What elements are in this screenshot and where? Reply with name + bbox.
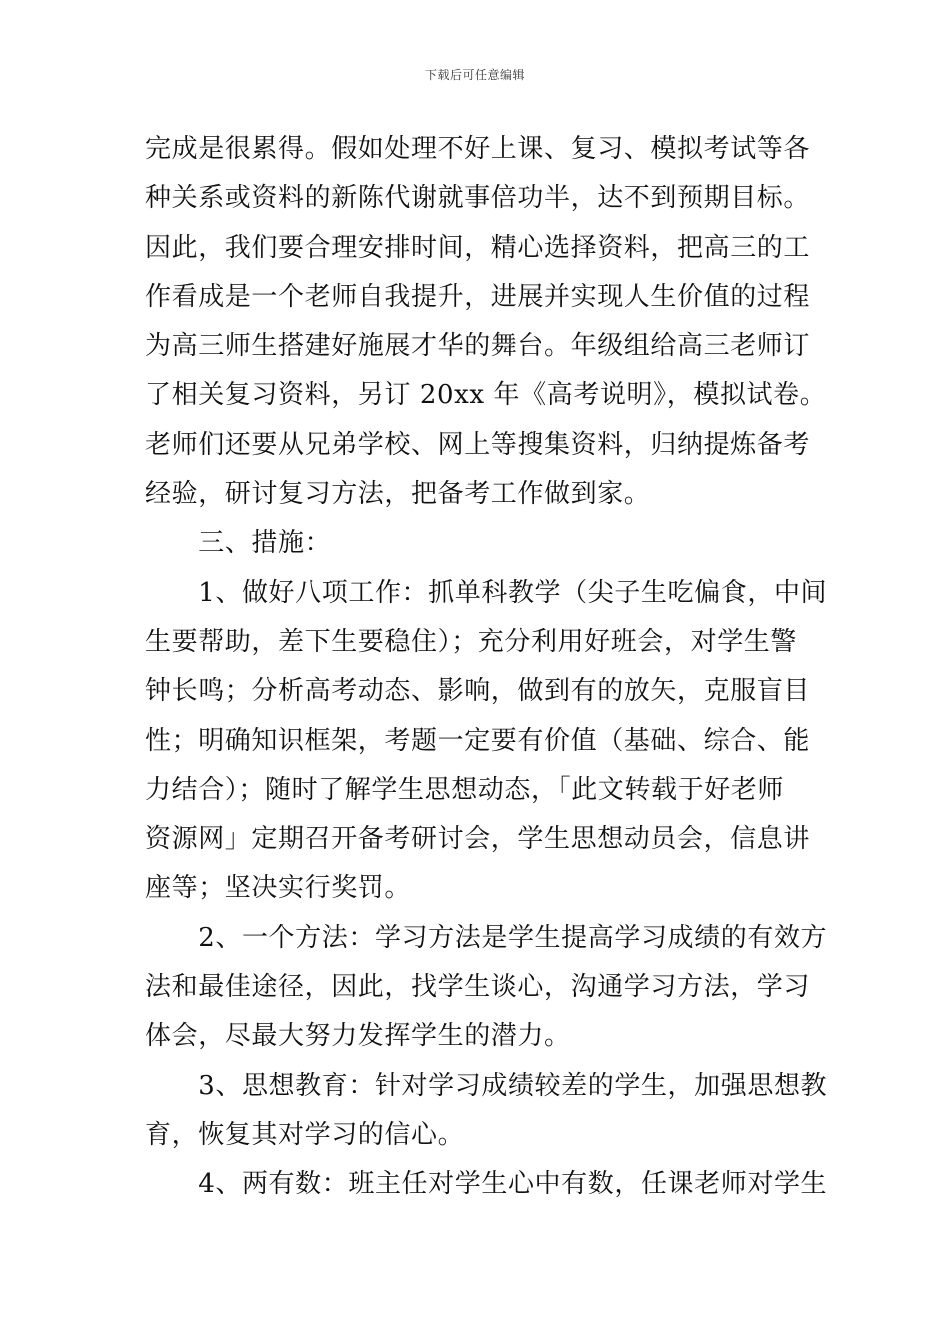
text-line: 老师们还要从兄弟学校、网上等搜集资料，归纳提炼备考 xyxy=(145,429,811,460)
text-line: 法和最佳途径，因此，找学生谈心，沟通学习方法，学习 xyxy=(145,972,811,1003)
text-line: 了相关复习资料，另订 20xx 年《高考说明》，模拟试卷。 xyxy=(145,380,827,411)
text-line: 力结合）；随时了解学生思想动态，「此文转载于好老师 xyxy=(145,774,785,805)
text-line: 育，恢复其对学习的信心。 xyxy=(145,1119,465,1150)
text-line: 资源网」定期召开备考研讨会，学生思想动员会，信息讲 xyxy=(145,824,811,855)
text-line: 生要帮助，差下生要稳住）；充分利用好班会，对学生警 xyxy=(145,626,798,657)
text-line: 座等；坚决实行奖罚。 xyxy=(145,873,412,904)
text-line: 4、两有数：班主任对学生心中有数，任课老师对学生 xyxy=(145,1169,828,1200)
page-header: 下载后可任意编辑 xyxy=(424,68,525,82)
text-line: 经验，研讨复习方法，把备考工作做到家。 xyxy=(145,479,651,510)
document-body xyxy=(145,125,828,1210)
text-line: 作看成是一个老师自我提升，进展并实现人生价值的过程 xyxy=(145,281,811,312)
text-line: 因此，我们要合理安排时间，精心选择资料，把高三的工 xyxy=(145,232,811,263)
text-line: 3、思想教育：针对学习成绩较差的学生，加强思想教 xyxy=(145,1070,828,1101)
text-line: 1、做好八项工作：抓单科教学（尖子生吃偏食，中间 xyxy=(145,577,828,608)
section-heading: 三、措施： xyxy=(145,528,332,559)
text-line: 为高三师生搭建好施展才华的舞台。年级组给高三老师订 xyxy=(145,331,811,362)
text-line: 2、一个方法：学习方法是学生提高学习成绩的有效方 xyxy=(145,922,828,953)
text-line: 性；明确知识框架，考题一定要有价值（基础、综合、能 xyxy=(145,725,811,756)
text-line: 种关系或资料的新陈代谢就事倍功半，达不到预期目标。 xyxy=(145,183,811,214)
text-line: 体会，尽最大努力发挥学生的潜力。 xyxy=(145,1021,571,1052)
text-line: 完成是很累得。假如处理不好上课、复习、模拟考试等各 xyxy=(145,134,811,164)
text-line: 钟长鸣；分析高考动态、影响，做到有的放矢，克服盲目 xyxy=(145,676,811,707)
